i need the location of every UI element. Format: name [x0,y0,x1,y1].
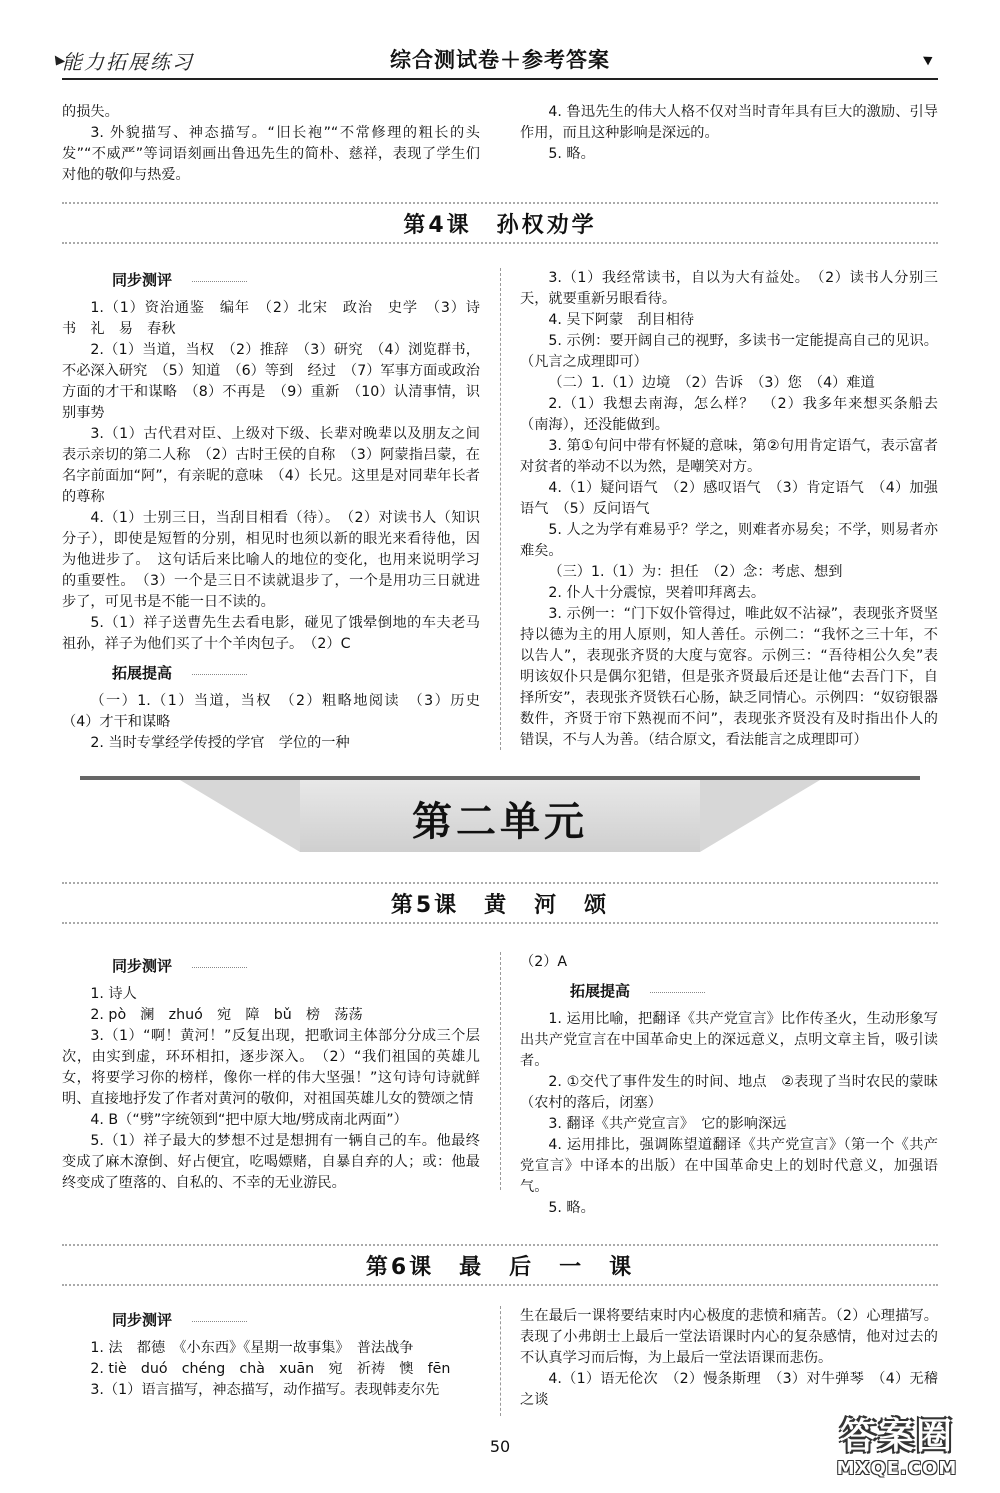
answer-paragraph: 3. 第①句问中带有怀疑的意味，第②句用肯定语气，表示富者对贫者的举动不以为然，是嘲笑对方。 [520,438,938,475]
lesson-5-title: 第5课 黄 河 颂 [390,893,610,918]
divider [62,1244,938,1246]
answer-paragraph: 4. 运用排比，强调陈望道翻译《共产党宣言》（第一个《共产党宣言》中译本的出版）在中国革命史上的划时代意义，加强语气。 [520,1137,938,1195]
unit-banner [80,770,920,856]
lesson-5-right-column [520,952,938,1219]
answer-paragraph: 3.（1）语言描写，神态描写，动作描写。表现韩麦尔先 [90,1382,440,1398]
answer-paragraph: 4.（1）士别三日，当刮目相看（待）。 （2）对读书人（知识分子），即使是短暂的分别，相见时也须以新的眼光来看待他，因为他进步了。 这句话后来比喻人的地位的变化，也用来说明学习的重要性。 （3）一个是三日不读就退步了，一个是用功三日就进步了，可见书是不能一日不读的。 [62,510,480,610]
column-separator [500,952,501,1190]
answer-paragraph: 3.（1）我经常读书，自以为大有益处。 （2）读书人分别三天，就要重新另眼看待。 [520,270,938,307]
section-subheading: 同步测评 [62,1308,480,1332]
header-series-title: 能力拓展练习 [62,46,194,75]
answer-paragraph: 2. tiè duó chéng chà xuān 宛 祈祷 懊 fēn [90,1361,451,1377]
answer-paragraph: 4.（1）语无伦次 （2）慢条斯理 （3）对牛弹琴 （4）无稽之谈 [520,1371,938,1408]
answer-paragraph: 5. 人之为学有难易乎？学之，则难者亦易矣；不学，则易者亦难矣。 [520,522,938,559]
answer-paragraph: 1. 运用比喻，把翻译《共产党宣言》比作传圣火，生动形象写出共产党宣言在中国革命史上的深远意义，点明文章主旨，吸引读者。 [520,1011,938,1069]
lesson-4-left-column [62,262,495,754]
answer-paragraph: 1. 法 都德 《小东西》《星期一故事集》 普法战争 [90,1340,414,1356]
header-title: 综合测试卷＋参考答案 [390,48,610,72]
divider [62,1284,938,1286]
lesson-5-left-column [62,948,480,1194]
answer-paragraph: 的损失。 [62,104,119,120]
section-subheading: 拓展提高 [520,979,938,1003]
answer-paragraph: 5.（1）祥子送曹先生去看电影，碰见了饿晕倒地的车夫老马祖孙，祥子为他们买了十个羊肉包子。 （2）C [62,615,480,652]
divider [62,202,938,204]
divider [62,882,938,884]
watermark-text: 答案圈 [839,1416,954,1457]
answer-paragraph: （一）1.（1）当道，当权 （2）粗略地阅读 （3）历史 （4）才干和谋略 [62,693,495,730]
lesson-6-heading [62,1244,938,1290]
top-right-column [520,102,938,165]
answer-paragraph: 2. pò 澜 zhuó 宛 障 bǔ 榜 荡荡 [90,1007,363,1023]
divider [62,242,938,244]
lesson-6-title: 第6课 最 后 一 课 [365,1255,635,1280]
answer-paragraph: 3. 示例一：“门下奴仆管得过，唯此奴不沾禄”，表现张齐贤坚持以德为主的用人原则，知人善任。示例二：“我怀之三十年，不以告人”，表现张齐贤的大度与宽容。示例三：“吾待相公久矣”表明该奴仆只是偶尔犯错，但是张齐贤最后还是让他“去吾门下，自择所安”，表现张齐贤铁石心肠，缺乏同情心。示例四：“奴窃银器数件，齐贤于帘下熟视而不问”，表现张齐贤没有及时指出仆人的错误，不与人为善。（结合原文，看法能言之成理即可） [520,606,938,748]
answer-paragraph: 2. 当时专掌经学传授的学官 学位的一种 [90,735,350,751]
answer-paragraph: 3.（1）古代君对臣、上级对下级、长辈对晚辈以及朋友之间表示亲切的第二人称 （2）古时王侯的自称 （3）阿蒙指吕蒙，在名字前面加“阿”，有亲昵的意味 （4）长兄。这里是对同辈年长者的尊称 [62,426,480,505]
answer-paragraph: （2）A [520,954,568,970]
answer-paragraph: 生在最后一课将要结束时内心极度的悲愤和痛苦。（2）心理描写。表现了小弗朗士上最后一堂法语课时内心的复杂感情，他对过去的不认真学习而后悔，为上最后一堂法语课而悲伤。 [520,1308,938,1366]
answer-paragraph: 5.（1）祥子最大的梦想不过是想拥有一辆自己的车。他最终变成了麻木潦倒、好占便宜，吃喝嫖赌，自暴自弃的人；或：他最终变成了堕落的、自私的、不幸的无业游民。 [62,1133,480,1191]
answer-paragraph: 5. 示例：要开阔自己的视野，多读书一定能提高自己的见识。（凡言之成理即可） [520,333,938,370]
answer-paragraph: 1. 诗人 [90,986,137,1002]
answer-paragraph: 3.（1）“啊！黄河！”反复出现，把歌词主体部分分成三个层次，由实到虚，环环相扣，逐步深入。 （2）“我们祖国的英雄儿女，将要学习你的榜样，像你一样的伟大坚强！”这句诗句诗就鲜明、直接地抒发了作者对黄河的敬仰，对祖国英雄儿女的赞颂之情 [62,1028,480,1107]
answer-paragraph: 2.（1）当道，当权 （2）推辞 （3）研究 （4）浏览群书，不必深入研究 （5）知道 （6）等到 经过 （7）军事方面或政治方面的才干和谋略 （8）不再是 （9）重新 （10）认清事情，识别事势 [62,342,480,421]
page-number: 50 [489,1437,511,1456]
lesson-4-title: 第4课 孙权劝学 [403,213,597,238]
answer-paragraph: 5. 略。 [548,1200,595,1216]
answer-paragraph: 5. 略。 [548,146,595,162]
watermark-domain: MXQE.COM [836,1458,958,1479]
unit-title: 第二单元 [412,799,588,845]
top-left-column [62,102,480,186]
answer-paragraph: 4. 吴下阿蒙 刮目相待 [548,312,695,328]
lesson-6-right-column [520,1306,938,1411]
answer-paragraph: 2.（1）我想去南海，怎么样？ （2）我多年来想买条船去（南海），还没能做到。 [520,396,938,433]
lesson-4-heading [62,202,938,248]
answer-paragraph: 2. ①交代了事件发生的时间、地点 ②表现了当时农民的蒙昧（农村的落后，闭塞） [520,1074,938,1111]
answer-paragraph: 4.（1）疑问语气 （2）感叹语气 （3）肯定语气 （4）加强语气 （5）反问语气 [520,480,938,517]
answer-paragraph: 4. 鲁迅先生的伟大人格不仅对当时青年具有巨大的激励、引导作用，而且这种影响是深远的。 [520,104,938,141]
column-separator [500,268,501,750]
answer-paragraph: 3. 翻译《共产党宣言》 它的影响深远 [548,1116,787,1132]
divider [62,922,938,924]
answer-paragraph: （三）1.（1）为：担任 （2）念：考虑、想到 [548,564,843,580]
column-separator [500,1306,501,1416]
answer-paragraph: 2. 仆人十分震惊，哭着叩拜离去。 [548,585,766,601]
lesson-5-heading [62,882,938,928]
section-subheading: 拓展提高 [62,661,480,685]
answer-paragraph: 4. B（“劈”字统领到“把中原大地/劈成南北两面”） [90,1112,408,1128]
section-subheading: 同步测评 [62,268,480,292]
answer-paragraph: （二）1.（1）边境 （2）告诉 （3）您 （4）难道 [548,375,875,391]
lesson-4-right-column [520,268,938,751]
section-subheading: 同步测评 [62,954,480,978]
lesson-6-left-column [62,1302,480,1401]
answer-paragraph: 1.（1）资治通鉴 编年 （2）北宋 政治 史学 （3）诗 书 礼 易 春秋 [62,300,495,337]
watermark-logo [812,1408,982,1484]
answer-paragraph: 3. 外貌描写、神态描写。“旧长袍”“不常修理的粗长的头发”“不威严”等词语刻画出鲁迅先生的简朴、慈祥，表现了学生们对他的敬仰与热爱。 [62,125,480,183]
header-rule [62,78,938,80]
